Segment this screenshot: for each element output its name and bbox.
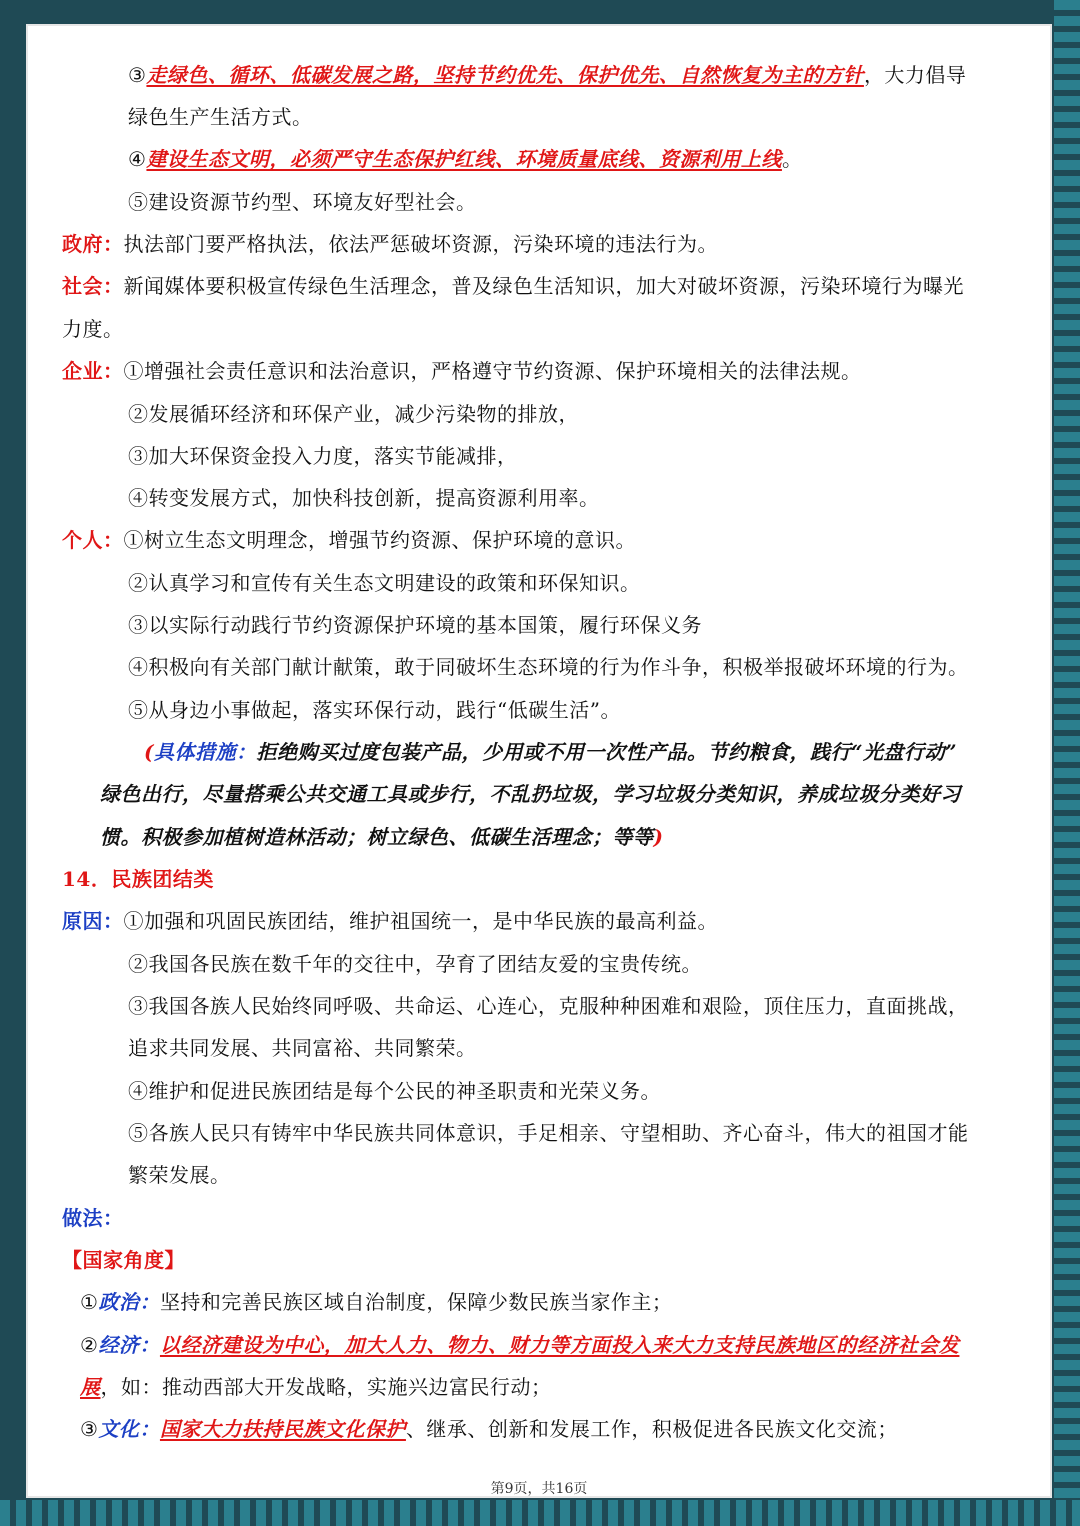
text-line: ②发展循环经济和环保产业，减少污染物的排放，	[128, 402, 579, 426]
text-line: ④积极向有关部门献计献策，敢于同破坏生态环境的行为作斗争，积极举报破坏环境的行为。	[128, 655, 969, 679]
highlight-text: 以经济建设为中心，加大人力、物力、财力等方面投入来大力支持民族地区的经济社会发	[159, 1333, 960, 1357]
text-line: 追求共同发展、共同富裕、共同繁荣。	[128, 1036, 477, 1060]
frame-stripe-bottom	[0, 1500, 1080, 1526]
item-marker: ④	[128, 147, 147, 171]
text-line	[62, 906, 1062, 936]
highlight-text: 建设生态文明，必须严守生态保护红线、环境质量底线、资源利用上线	[146, 147, 782, 171]
section-label: 原因：	[62, 909, 124, 933]
text-line	[128, 60, 1080, 90]
text-span: 拒绝购买过度包装产品，少用或不用一次性产品。节约粮食，践行“光盘行动”	[256, 740, 957, 764]
text-line: ④维护和促进民族团结是每个公民的神圣职责和光荣义务。	[128, 1079, 661, 1103]
text-line: ③加大环保资金投入力度，落实节能减排，	[128, 444, 518, 468]
item-marker: ③	[128, 63, 147, 87]
text-span: ①增强社会责任意识和法治意识，严格遵守节约资源、保护环境相关的法律法规。	[123, 359, 862, 383]
text-line: ③以实际行动践行节约资源保护环境的基本国策，履行环保义务	[128, 613, 702, 637]
text-line	[144, 737, 1080, 767]
text-span: 、继承、创新和发展工作，积极促进各民族文化交流；	[405, 1417, 898, 1441]
text-span: 惯。积极参加植树造林活动；树立绿色、低碳生活理念；等等	[100, 825, 654, 849]
text-line: ③我国各族人民始终同呼吸、共命运、心连心，克服种种困难和艰险，顶住压力，直面挑战，	[128, 994, 969, 1018]
document-page	[28, 26, 1050, 1496]
item-marker: ③	[80, 1417, 99, 1441]
item-marker: ②	[80, 1333, 99, 1357]
section-label: 具体措施：	[153, 740, 257, 764]
text-line: 绿色生产生活方式。	[128, 105, 313, 129]
text-line	[100, 822, 1080, 852]
text-span: 坚持和完善民族区域自治制度，保障少数民族当家作主；	[159, 1290, 673, 1314]
section-label: 文化：	[98, 1417, 160, 1441]
text-span: 。	[781, 147, 803, 171]
text-span: ，大力倡导	[863, 63, 967, 87]
text-line: ⑤各族人民只有铸牢中华民族共同体意识，手足相亲、守望相助、齐心奋斗，伟大的祖国才能	[128, 1121, 969, 1145]
text-line	[62, 356, 1062, 386]
item-marker: ①	[80, 1290, 99, 1314]
text-line	[62, 271, 1062, 301]
section-label: 企业：	[62, 359, 124, 383]
text-line	[128, 144, 1080, 174]
text-span: 执法部门要严格执法，依法严惩破坏资源，污染环境的违法行为。	[123, 232, 718, 256]
text-line	[80, 1287, 1080, 1317]
text-line	[80, 1372, 1080, 1402]
section-label: 经济：	[98, 1333, 160, 1357]
paren-close: )	[653, 825, 664, 849]
text-span: 新闻媒体要积极宣传绿色生活理念，普及绿色生活知识，加大对破坏资源，污染环境行为曝光	[123, 274, 964, 298]
text-line	[62, 229, 1062, 259]
page-number: 第9页，共16页	[490, 1481, 588, 1497]
text-span: ①树立生态文明理念，增强节约资源、保护环境的意识。	[123, 528, 636, 552]
paren-open: (	[144, 740, 154, 764]
text-line	[80, 1330, 1080, 1360]
section-label: 做法：	[62, 1206, 124, 1230]
text-line: ⑤建设资源节约型、环境友好型社会。	[128, 190, 477, 214]
text-line	[80, 1414, 1080, 1444]
text-line: ②我国各民族在数千年的交往中，孕育了团结友爱的宝贵传统。	[128, 952, 702, 976]
text-line: 绿色出行，尽量搭乘公共交通工具或步行，不乱扔垃圾，学习垃圾分类知识，养成垃圾分类好习	[100, 782, 961, 806]
text-line	[62, 525, 1062, 555]
section-label: 个人：	[62, 528, 124, 552]
text-line: ⑤从身边小事做起，落实环保行动，践行“低碳生活”。	[128, 698, 621, 722]
highlight-text: 走绿色、循环、低碳发展之路，坚持节约优先、保护优先、自然恢复为主的方针	[146, 63, 864, 87]
text-line: 繁荣发展。	[128, 1163, 231, 1187]
section-label: 社会：	[62, 274, 124, 298]
text-span: ，如：推动西部大开发战略，实施兴边富民行动；	[100, 1375, 552, 1399]
subsection-heading: 【国家角度】	[62, 1248, 185, 1272]
text-line: ②认真学习和宣传有关生态文明建设的政策和环保知识。	[128, 571, 641, 595]
highlight-text: 展	[80, 1375, 101, 1399]
text-span: ①加强和巩固民族团结，维护祖国统一，是中华民族的最高利益。	[123, 909, 718, 933]
text-line: 力度。	[62, 317, 124, 341]
text-line: ④转变发展方式，加快科技创新，提高资源利用率。	[128, 486, 600, 510]
section-label: 政治：	[98, 1290, 160, 1314]
highlight-text: 国家大力扶持民族文化保护	[159, 1417, 406, 1441]
section-label: 政府：	[62, 232, 124, 256]
section-heading: 14．民族团结类	[62, 867, 214, 891]
